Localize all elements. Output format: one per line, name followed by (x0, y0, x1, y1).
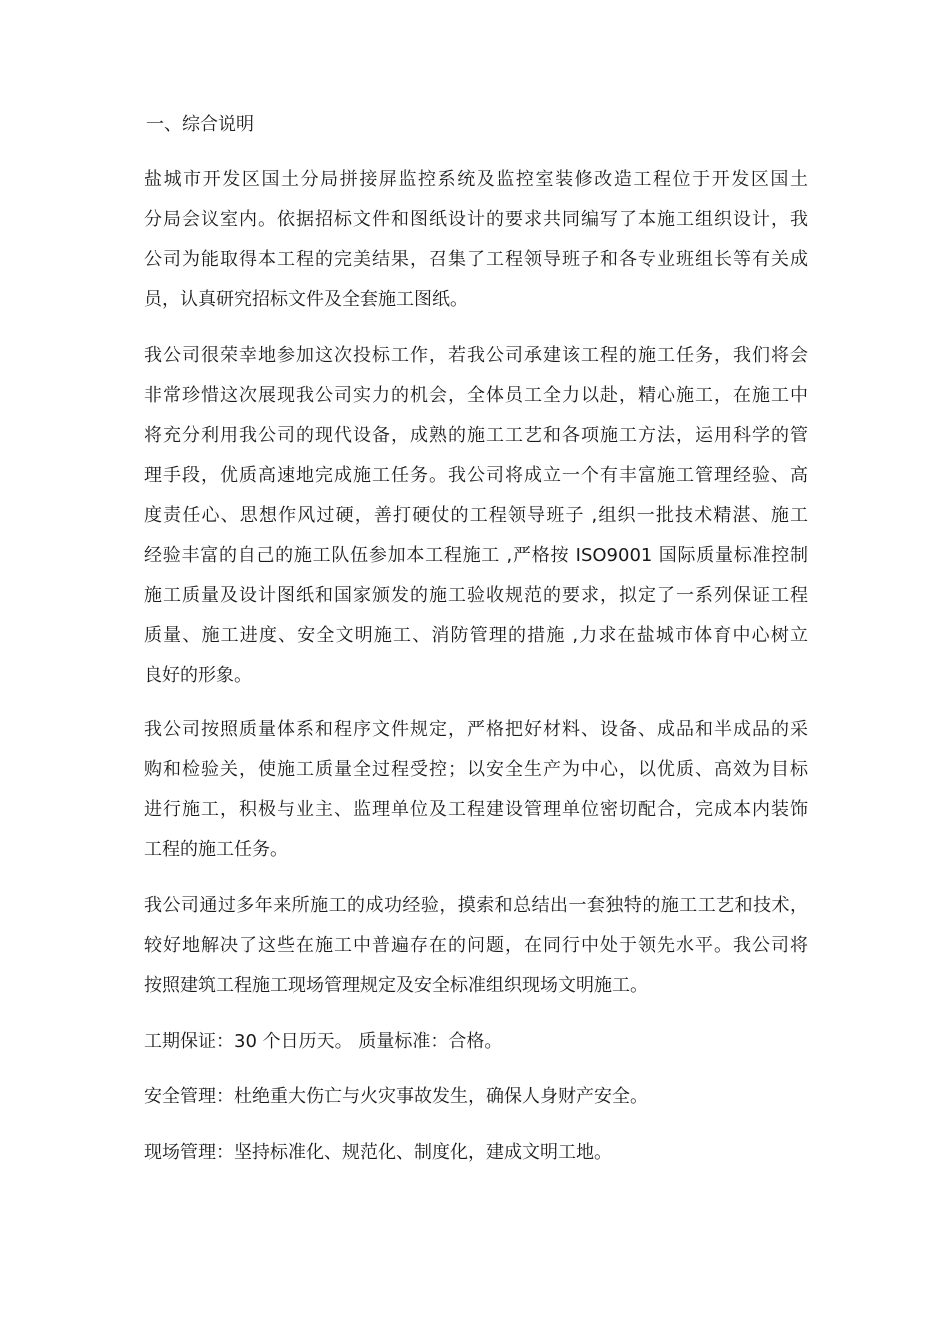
paragraph-intro (144, 160, 808, 320)
paragraph-quality-system (144, 710, 808, 870)
paragraph-line: 进行施工，积极与业主、监理单位及工程建设管理单位密切配合，完成本内装饰 (144, 799, 808, 820)
paragraph-line: 经验丰富的自己的施工队伍参加本工程施工 ,严格按 ISO9001 国际质量标准控制 (144, 545, 808, 566)
paragraph-line: 盐城市开发区国土分局拼接屏监控系统及监控室装修改造工程位于开发区国土 (144, 169, 808, 190)
paragraph-line: 较好地解决了这些在施工中普遍存在的问题，在同行中处于领先水平。我公司将 (144, 935, 808, 956)
paragraph-line: 将充分利用我公司的现代设备，成熟的施工工艺和各项施工方法，运用科学的管 (144, 425, 808, 446)
paragraph-line: 度责任心、思想作风过硬，善打硬仗的工程领导班子 ,组织一批技术精湛、施工 (144, 505, 808, 526)
safety-management-line: 安全管理：杜绝重大伤亡与火灾事故发生，确保人身财产安全。 (144, 1086, 648, 1107)
paragraph-line: 工程的施工任务。 (144, 839, 288, 860)
paragraph-line: 施工质量及设计图纸和国家颁发的施工验收规范的要求，拟定了一系列保证工程 (144, 585, 808, 606)
paragraph-line: 非常珍惜这次展现我公司实力的机会，全体员工全力以赴，精心施工，在施工中 (144, 385, 808, 406)
site-management-line: 现场管理：坚持标准化、规范化、制度化，建成文明工地。 (144, 1142, 612, 1163)
schedule-quality-line: 工期保证：30 个日历天。 质量标准：合格。 (144, 1031, 503, 1052)
paragraph-line: 按照建筑工程施工现场管理规定及安全标准组织现场文明施工。 (144, 975, 648, 996)
paragraph-line: 理手段，优质高速地完成施工任务。我公司将成立一个有丰富施工管理经验、高 (144, 465, 808, 486)
paragraph-bid (144, 336, 808, 696)
paragraph-line: 良好的形象。 (144, 665, 252, 686)
paragraph-line: 我公司通过多年来所施工的成功经验，摸索和总结出一套独特的施工工艺和技术， (144, 895, 808, 916)
paragraph-line: 我公司按照质量体系和程序文件规定，严格把好材料、设备、成品和半成品的采 (144, 719, 808, 740)
paragraph-line: 质量、施工进度、安全文明施工、消防管理的措施 ,力求在盐城市体育中心树立 (144, 625, 808, 646)
paragraph-line: 公司为能取得本工程的完美结果，召集了工程领导班子和各专业班组长等有关成 (144, 249, 808, 270)
section-heading: 一、综合说明 (146, 114, 254, 135)
paragraph-line: 分局会议室内。依据招标文件和图纸设计的要求共同编写了本施工组织设计，我 (144, 209, 808, 230)
paragraph-experience (144, 886, 808, 1006)
paragraph-line: 我公司很荣幸地参加这次投标工作，若我公司承建该工程的施工任务，我们将会 (144, 345, 808, 366)
paragraph-line: 员，认真研究招标文件及全套施工图纸。 (144, 289, 468, 310)
paragraph-line: 购和检验关，使施工质量全过程受控；以安全生产为中心，以优质、高效为目标 (144, 759, 808, 780)
